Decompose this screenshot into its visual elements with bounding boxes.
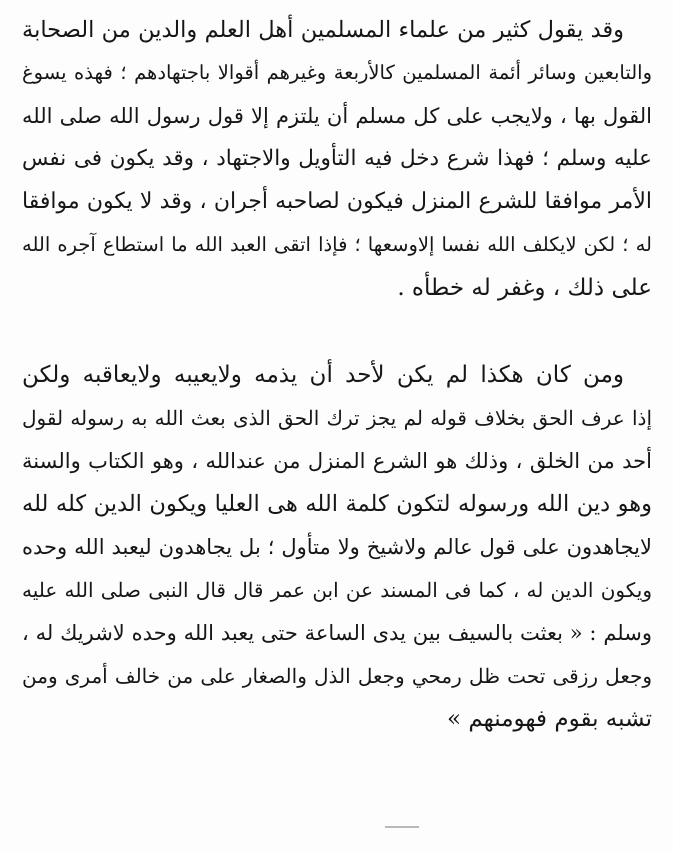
text-line: إذا عرف الحق بخلاف قوله لم يجز ترك الحق الذى بعث الله به رسوله لقول	[22, 406, 652, 430]
text-line: وهو دين الله ورسوله لتكون كلمة الله هى العليا ويكون الدين كله لله	[22, 491, 652, 517]
text-line: القول بها ، ولايجب على كل مسلم أن يلتزم إلا قول رسول الله صلى الله	[22, 104, 652, 128]
text-line: وقد يقول كثير من علماء المسلمين أهل العلم والدين من الصحابة	[22, 17, 624, 43]
text-line: عليه وسلم ؛ فهذا شرع دخل فيه التأويل والاجتهاد ، وقد يكون فى نفس	[22, 146, 652, 171]
text-line: على ذلك ، وغفر له خطأه .	[397, 275, 652, 301]
scan-artifact	[385, 826, 419, 828]
text-line: والتابعين وسائر أئمة المسلمين كالأربعة وغيرهم أقوالا باجتهادهم ؛ فهذه يسوغ	[22, 61, 652, 84]
text-line: أحد من الخلق ، وذلك هو الشرع المنزل من عندالله ، وهو الكتاب والسنة	[22, 449, 652, 473]
text-line: وسلم : « بعثت بالسيف بين يدى الساعة حتى يعبد الله وحده لاشريك له ،	[22, 621, 652, 645]
text-line: وجعل رزقى تحت ظل رمحي وجعل الذل والصغار على من خالف أمرى ومن	[22, 664, 652, 688]
text-line: الأمر موافقا للشرع المنزل فيكون لصاحبه أجران ، وقد لا يكون موافقا	[22, 189, 652, 214]
text-line: له ؛ لكن لايكلف الله نفسا إلاوسعها ؛ فإذا اتقى العبد الله ما استطاع آجره الله	[22, 233, 652, 256]
text-line: ويكون الدين له ، كما فى المسند عن ابن عمر قال قال النبى صلى الله عليه	[22, 578, 652, 602]
text-line: ومن كان هكذا لم يكن لأحد أن يذمه ولايعيبه ولايعاقبه ولكن	[22, 362, 624, 388]
text-line: لايجاهدون على قول عالم ولاشيخ ولا متأول ؛ بل يجاهدون ليعبد الله وحده	[22, 535, 652, 559]
text-line: تشبه بقوم فهومنهم »	[446, 706, 652, 732]
